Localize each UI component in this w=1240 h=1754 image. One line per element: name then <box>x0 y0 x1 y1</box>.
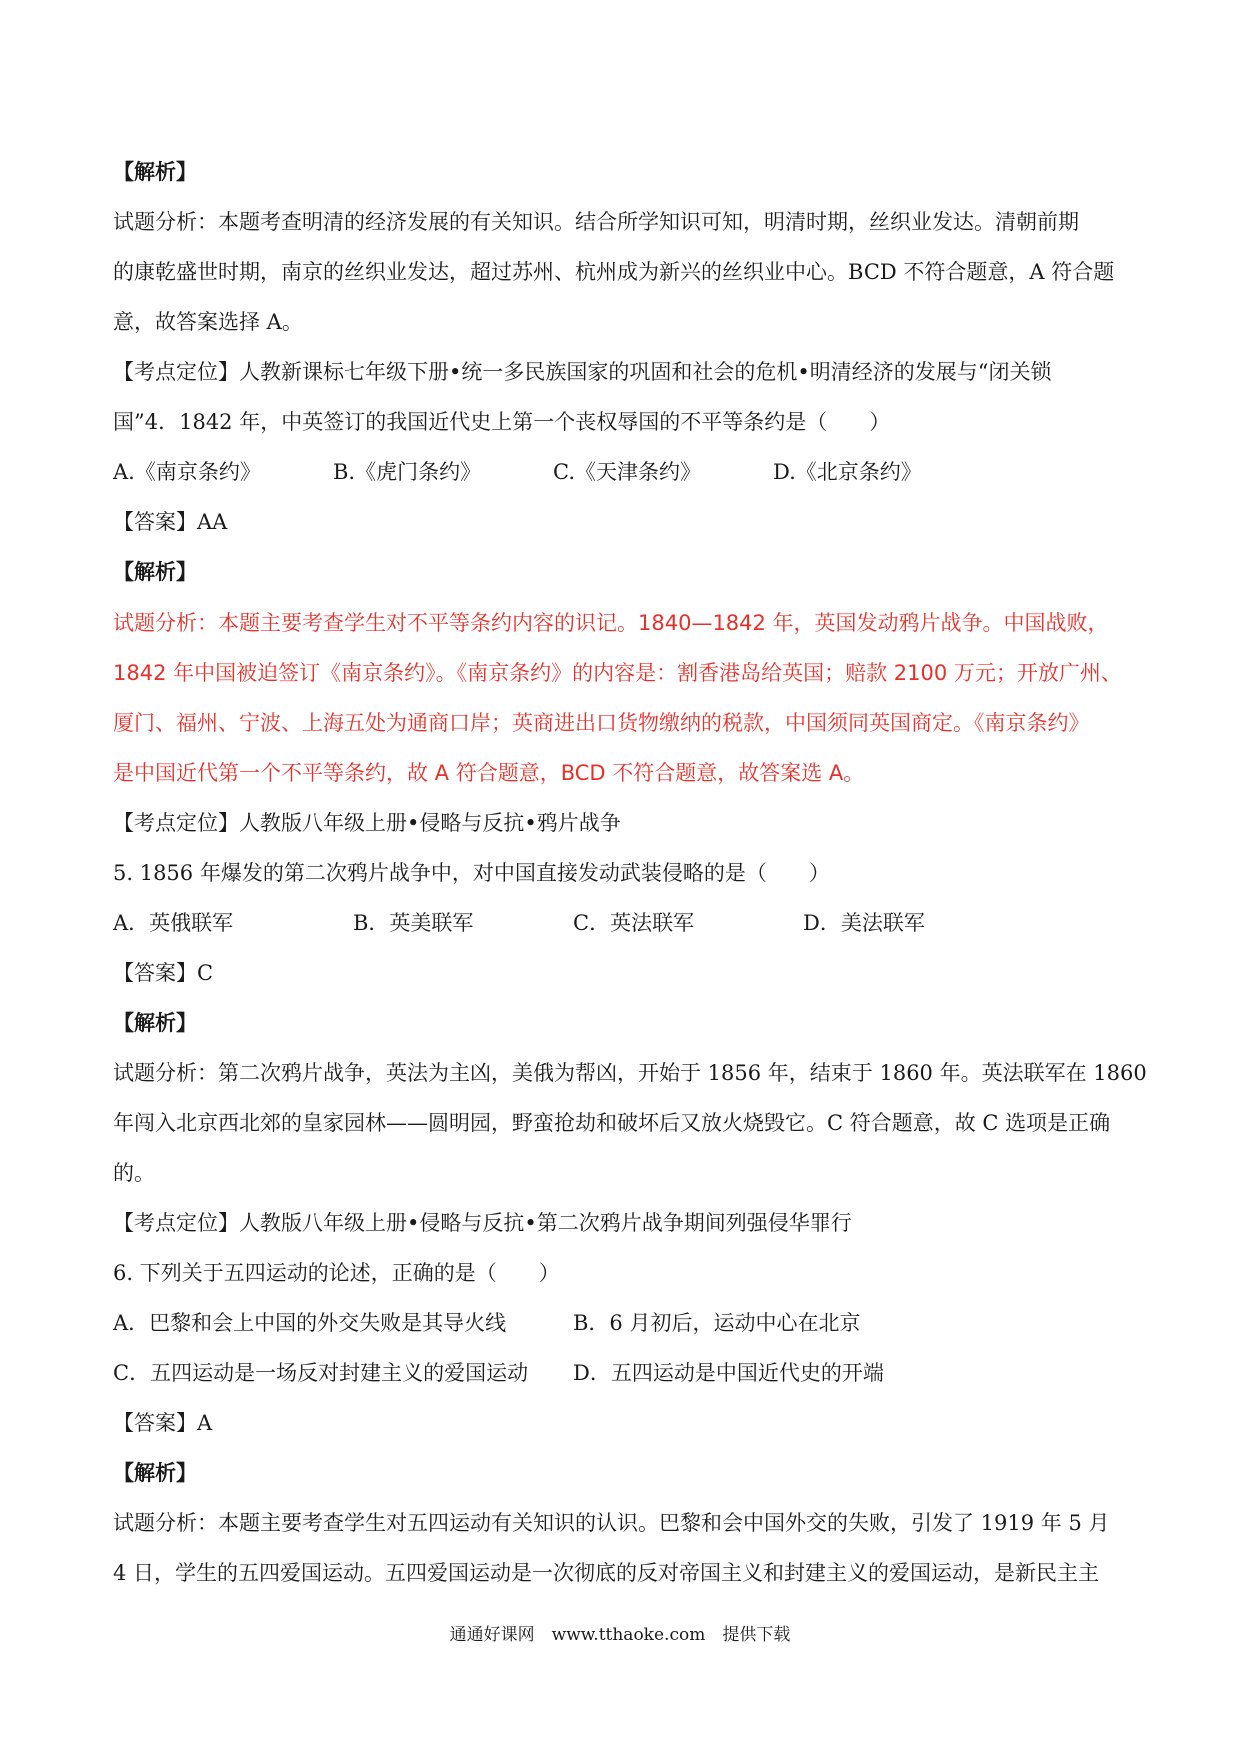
q4-option-d: D.《北京条约》 <box>773 460 922 484</box>
analysis-label-q5: 【解析】 <box>113 1010 197 1035</box>
q6-option-a: A．巴黎和会上中国的外交失败是其导火线 <box>113 1311 507 1335</box>
q6-option-c: C．五四运动是一场反对封建主义的爱国运动 <box>113 1361 529 1385</box>
q6-option-b: B．6 月初后，运动中心在北京 <box>573 1311 861 1335</box>
q6-answer: 【答案】A <box>113 1411 213 1435</box>
analysis-label-q4: 【解析】 <box>113 559 197 584</box>
kaodian-q4: 【考点定位】人教版八年级上册•侵略与反抗•鸦片战争 <box>113 811 621 835</box>
analysis-label-q3: 【解析】 <box>113 159 197 184</box>
analysis-q4-line-4: 是中国近代第一个不平等条约，故 A 符合题意，BCD 不符合题意，故答案选 A。 <box>113 761 865 785</box>
q5-option-a: A．英俄联军 <box>113 911 234 935</box>
q6-question: 6. 下列关于五四运动的论述，正确的是（ ） <box>113 1261 560 1285</box>
q4-option-c: C.《天津条约》 <box>553 460 701 484</box>
q5-option-c: C．英法联军 <box>573 911 695 935</box>
analysis-q4-line-2: 1842 年中国被迫签订《南京条约》。《南京条约》的内容是：割香港岛给英国；赔款 2100 万元；开放广州、 <box>113 661 1122 685</box>
q4-option-b: B.《虎门条约》 <box>333 460 482 484</box>
q5-question: 5. 1856 年爆发的第二次鸦片战争中，对中国直接发动武装侵略的是（ ） <box>113 861 830 885</box>
analysis-q3-line-3: 意，故答案选择 A。 <box>113 310 303 334</box>
analysis-q4-line-1: 试题分析：本题主要考查学生对不平等条约内容的识记。1840—1842 年，英国发动鸦片战争。中国战败， <box>113 611 1109 635</box>
q5-option-d: D．美法联军 <box>803 911 925 935</box>
analysis-q5-line-3: 的。 <box>113 1161 155 1185</box>
q5-answer: 【答案】C <box>113 961 214 985</box>
analysis-q4-line-3: 厦门、福州、宁波、上海五处为通商口岸；英商进出口货物缴纳的税款，中国须同英国商定。《南京条约》 <box>113 711 1090 735</box>
analysis-q6-line-2: 4 日，学生的五四爱国运动。五四爱国运动是一次彻底的反对帝国主义和封建主义的爱国运动，是新民主主 <box>113 1561 1100 1585</box>
analysis-label-q6: 【解析】 <box>113 1460 197 1485</box>
analysis-q5-line-2: 年闯入北京西北郊的皇家园林——圆明园，野蛮抢劫和破坏后又放火烧毁它。C 符合题意，故 C 选项是正确 <box>113 1111 1111 1135</box>
q5-option-b: B．英美联军 <box>353 911 474 935</box>
q6-option-d: D．五四运动是中国近代史的开端 <box>573 1361 884 1385</box>
analysis-q6-line-1: 试题分析：本题主要考查学生对五四运动有关知识的认识。巴黎和会中国外交的失败，引发了 1919 年 5 月 <box>113 1511 1110 1535</box>
analysis-q5-line-1: 试题分析：第二次鸦片战争，英法为主凶，美俄为帮凶，开始于 1856 年，结束于 1860 年。英法联军在 1860 <box>113 1061 1147 1085</box>
q4-answer: 【答案】AA <box>113 510 228 534</box>
kaodian-q5: 【考点定位】人教版八年级上册•侵略与反抗•第二次鸦片战争期间列强侵华罪行 <box>113 1211 852 1235</box>
kaodian-q3-line-2-q4-question: 国”4．1842 年，中英签订的我国近代史上第一个丧权辱国的不平等条约是（ ） <box>113 410 891 434</box>
analysis-q3-line-2: 的康乾盛世时期，南京的丝织业发达，超过苏州、杭州成为新兴的丝织业中心。BCD 不符合题意，A 符合题 <box>113 260 1115 284</box>
q4-option-a: A.《南京条约》 <box>113 460 261 484</box>
page-footer: 通通好课网 www.tthaoke.com 提供下载 <box>449 1625 791 1645</box>
analysis-q3-line-1: 试题分析：本题考查明清的经济发展的有关知识。结合所学知识可知，明清时期，丝织业发达。清朝前期 <box>113 210 1079 234</box>
kaodian-q3-line-1: 【考点定位】人教新课标七年级下册•统一多民族国家的巩固和社会的危机•明清经济的发展与“闭关锁 <box>113 360 1052 384</box>
